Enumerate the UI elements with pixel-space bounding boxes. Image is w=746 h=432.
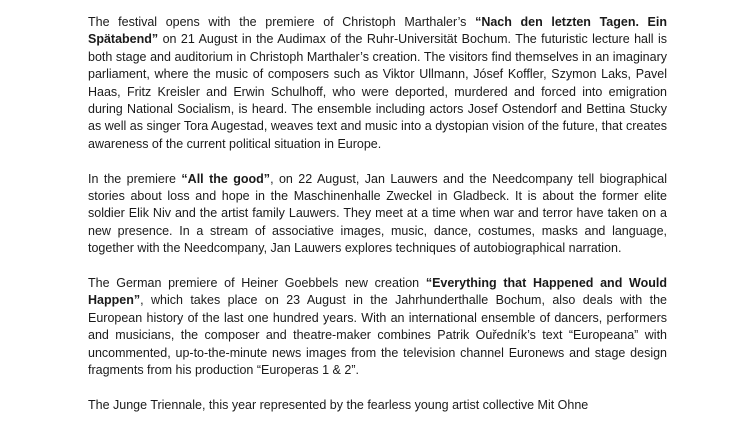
work-title: “All the good” (181, 171, 271, 186)
paragraph-junge-triennale (88, 397, 667, 414)
paragraph-text: , on 22 August, Jan Lauwers and the Needcompany tell biographical stories about loss and hope in the Maschinenhalle Zweckel in Gladbeck. It is about the former elite soldier Elik Niv and the artist family Lauwers. They meet at a time when war and terror have taken on a new presence. In a stream of associative images, music, dance, costumes, masks and language, together with the Needcompany, Jan Lauwers explores techniques of autobiographical narration. (88, 171, 667, 256)
paragraph-text: on 21 August in the Audimax of the Ruhr-Universität Bochum. The futuristic lecture hall is both stage and auditorium in Christoph Marthaler’s creation. The visitors find themselves in an imaginary parliament, where the music of composers such as Viktor Ullmann, Jósef Koffler, Szymon Laks, Pavel Haas, Fritz Kreisler and Erwin Schulhoff, who were deported, murdered and forced into emigration during National Socialism, is heard. The ensemble including actors Josef Ostendorf and Bettina Stucky as well as singer Tora Augestad, weaves text and music into a dystopian vision of the future, that creates awareness of the current political situation in Europe. (88, 32, 667, 151)
paragraph-text: The German premiere of Heiner Goebbels new creation (88, 276, 426, 291)
document-body (88, 14, 667, 432)
paragraph-text: The festival opens with the premiere of Christoph Marthaler’s (88, 15, 476, 29)
work-title: “Everything that Happened and Would Happen” (88, 276, 667, 308)
paragraph-goebbels (88, 275, 667, 379)
paragraph-text: The Junge Triennale, this year represented by the fearless young artist collective Mit Ohne (88, 397, 589, 412)
work-title: “Nach den letzten Tagen. Ein Spätabend” (88, 15, 667, 47)
paragraph-text: In the premiere (88, 171, 182, 186)
paragraph-lauwers (88, 171, 667, 258)
paragraph-marthaler (88, 14, 667, 153)
paragraph-text: , which takes place on 23 August in the Jahrhunderthalle Bochum, also deals with the European history of the last one hundred years. With an international ensemble of dancers, performers and musicians, the composer and theatre-maker combines Patrik Ouředník’s text “Europeana” with uncommented, up-to-the-minute news images from the television channel Euronews and stage design fragments from his production “Europeras 1 & 2”. (88, 293, 667, 378)
